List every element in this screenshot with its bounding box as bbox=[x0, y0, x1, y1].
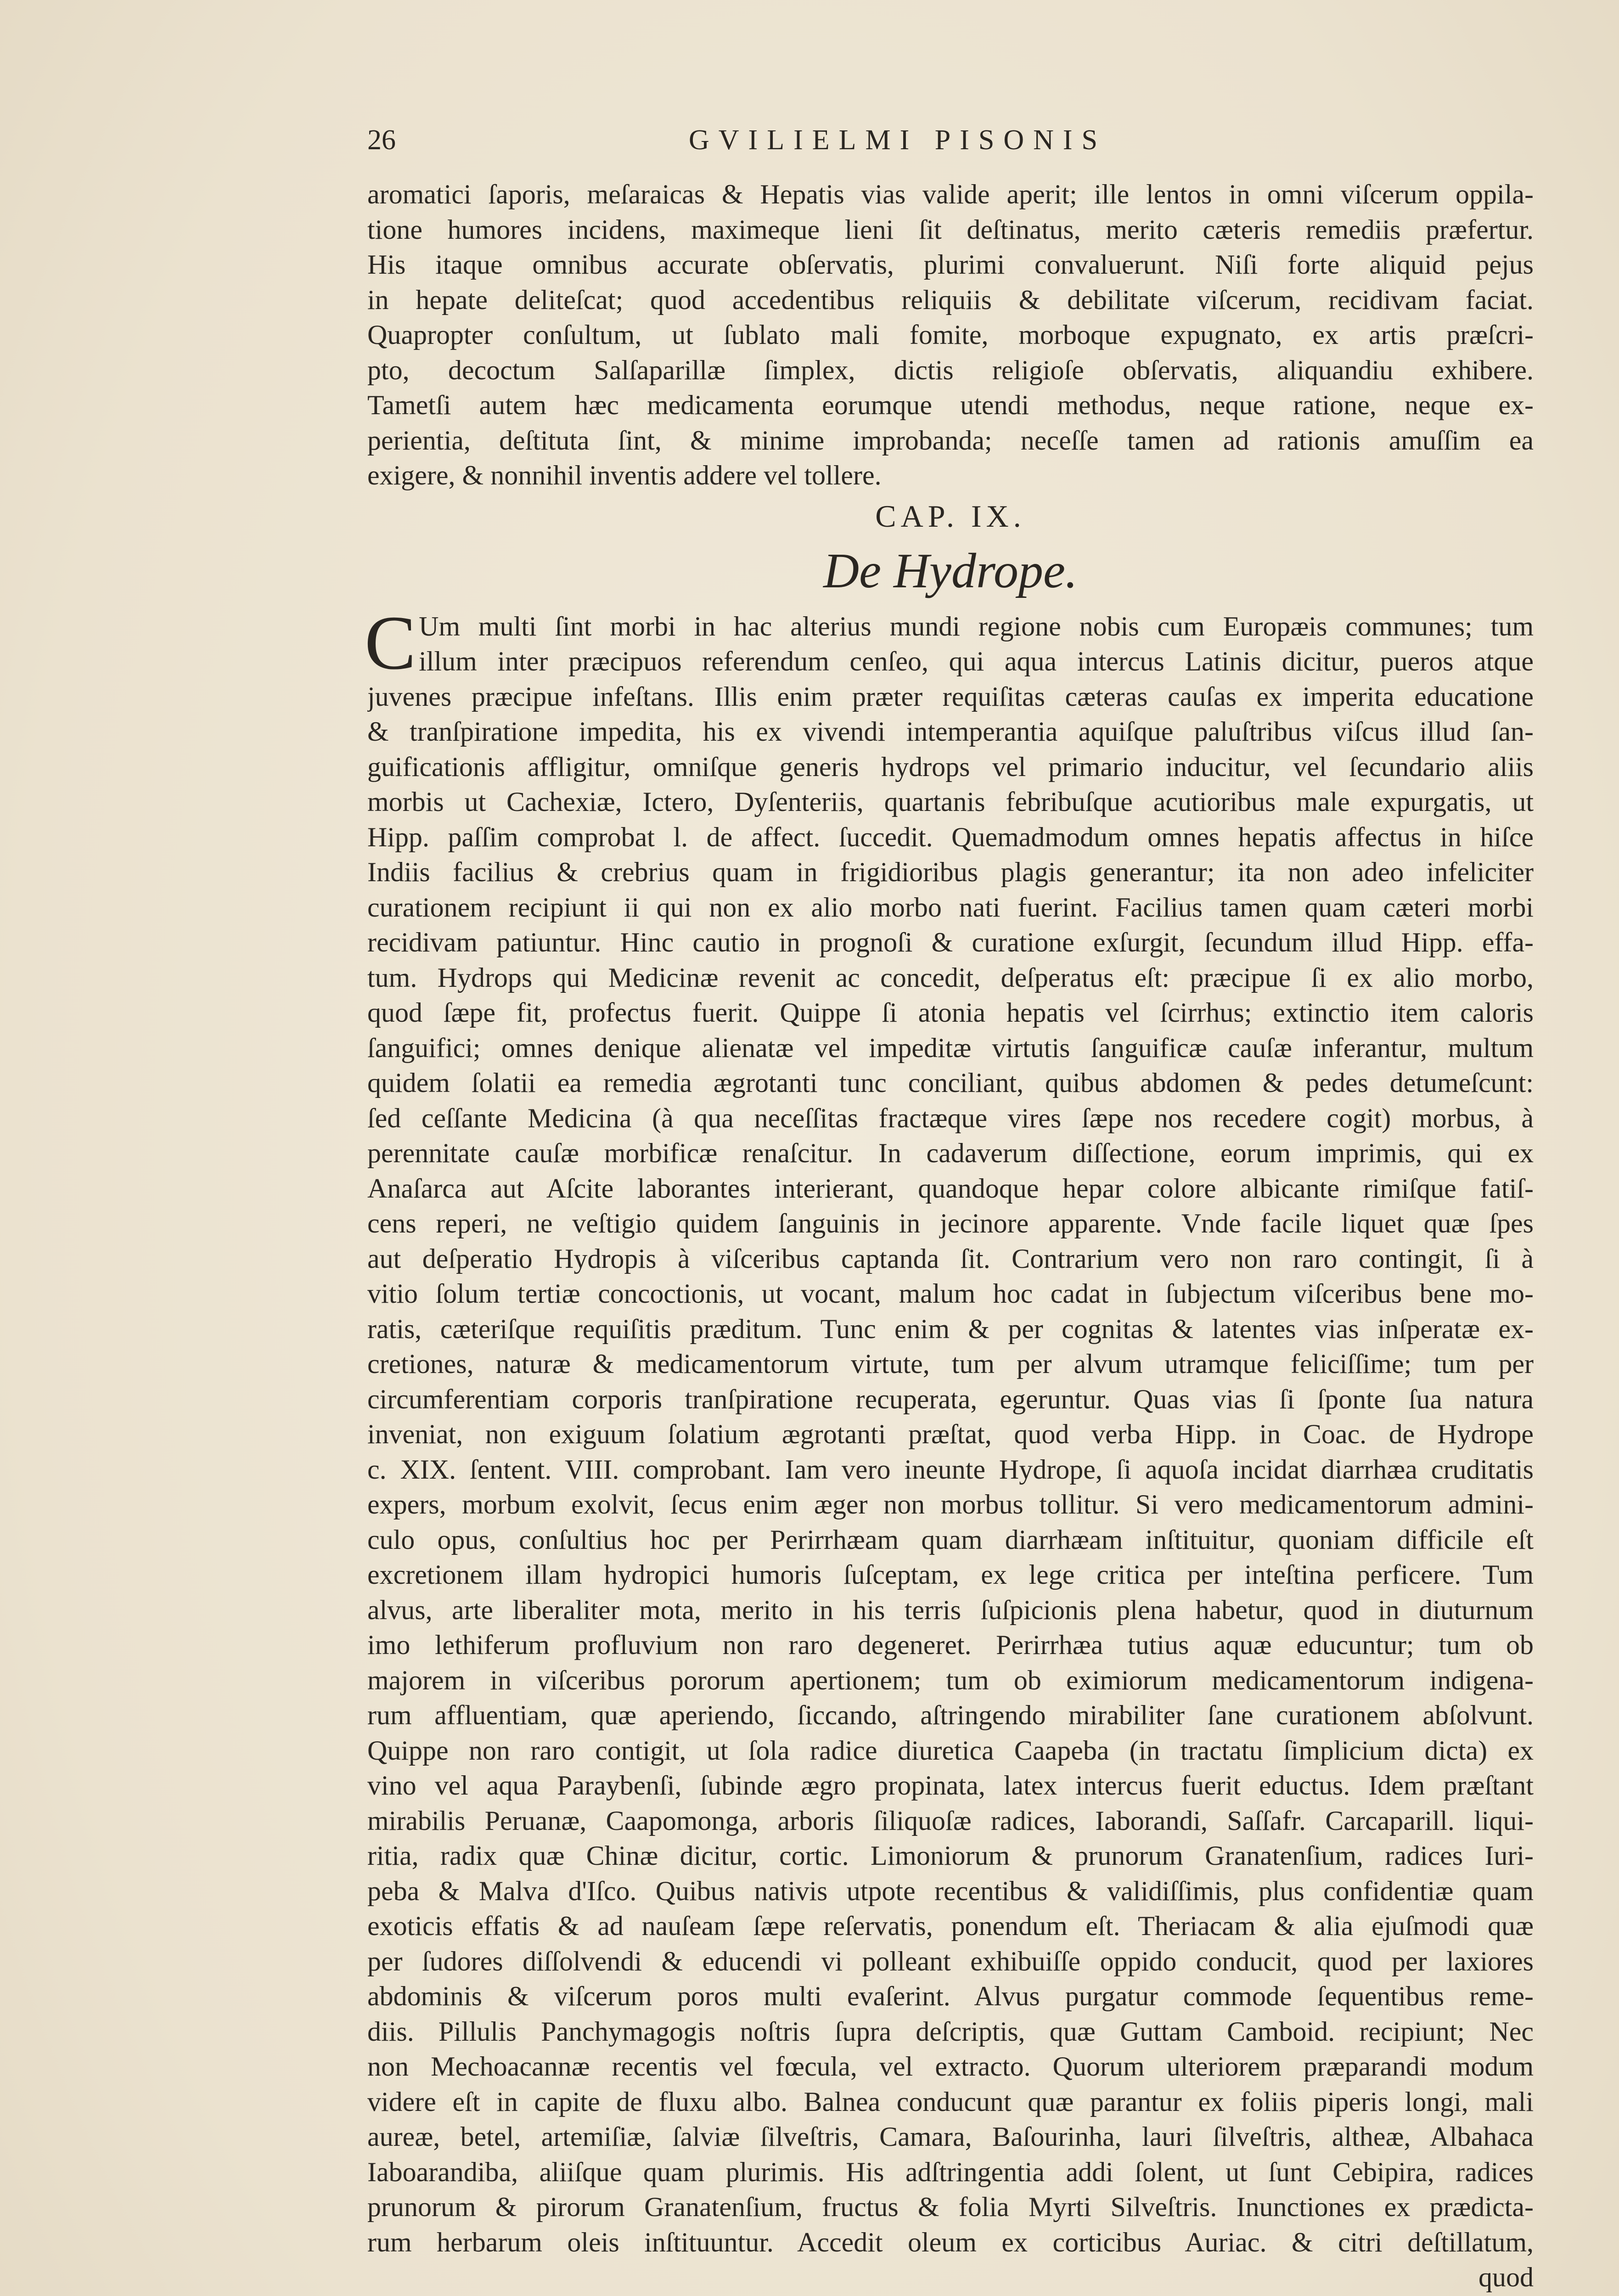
top-paragraph bbox=[367, 177, 1534, 493]
text-line: pto, decoctum Salſaparillæ ſimplex, dictis religioſe obſervatis, aliquandiu exhibere. bbox=[367, 355, 1534, 385]
text-line: Iaboarandiba, aliiſque quam plurimis. His adſtringentia addi ſolent, ut ſunt Cebipira, radices bbox=[367, 2156, 1534, 2187]
text-line: Quapropter conſultum, ut ſublato mali fomite, morboque expugnato, ex artis præſcri- bbox=[367, 320, 1534, 350]
text-line: expers, morbum exolvit, ſecus enim æger non morbus tollitur. Si vero medicamentorum admini- bbox=[367, 1489, 1534, 1519]
text-line: mirabilis Peruanæ, Caapomonga, arboris ſiliquoſæ radices, Iaborandi, Saſſafr. Carcaparill. liqui- bbox=[367, 1805, 1534, 1836]
text-line: prunorum & pirorum Granatenſium, fructus & folia Myrti Silveſtris. Inunctiones ex prædicta- bbox=[367, 2192, 1534, 2222]
text-line: aut deſperatio Hydropis à viſceribus captanda ſit. Contrarium vero non raro contingit, ſi à bbox=[367, 1243, 1534, 1274]
text-line: ſed ceſſante Medicina (à qua neceſſitas fractæque vires ſæpe nos recedere cogit) morbus, à bbox=[367, 1103, 1534, 1133]
text-line: inveniat, non exiguum ſolatium ægrotanti præſtat, quod verba Hipp. in Coac. de Hydrope bbox=[367, 1419, 1534, 1449]
text-line: Anaſarca aut Aſcite laborantes interierant, quandoque hepar colore albicante rimiſque fatiſ- bbox=[367, 1173, 1534, 1204]
text-line: exoticis effatis & ad nauſeam ſæpe reſervatis, ponendum eſt. Theriacam & alia ejuſmodi quæ bbox=[367, 1911, 1534, 1941]
text-line: Quippe non raro contigit, ut ſola radice diuretica Caapeba (in tractatu ſimplicium dicta) ex bbox=[367, 1735, 1534, 1766]
text-line: c. XIX. ſentent. VIII. comprobant. Iam vero ineunte Hydrope, ſi aquoſa incidat diarrhæa cruditatis bbox=[367, 1454, 1534, 1485]
text-line: perennitate cauſæ morbificæ renaſcitur. In cadaverum diſſectione, eorum imprimis, qui ex bbox=[367, 1138, 1534, 1168]
text-line: tione humores incidens, maximeque lieni ſit deſtinatus, merito cæteris remediis præfertur. bbox=[367, 214, 1534, 245]
page-header bbox=[367, 124, 1534, 170]
text-line: vitio ſolum tertiæ concoctionis, ut vocant, malum hoc cadat in ſubjectum viſceribus bene mo- bbox=[367, 1278, 1534, 1309]
text-line: excretionem illam hydropici humoris ſuſceptam, ex lege critica per inteſtina perficere. Tum bbox=[367, 1559, 1534, 1590]
text-line: majorem in viſceribus pororum apertionem; tum ob eximiorum medicamentorum indigena- bbox=[367, 1665, 1534, 1695]
text-line: vino vel aqua Paraybenſi, ſubinde ægro propinata, latex intercus fuerit eductus. Idem præſtant bbox=[367, 1770, 1534, 1801]
text-line: cens reperi, ne veſtigio quidem ſanguinis in jecinore apparente. Vnde facile liquet quæ ſpes bbox=[367, 1208, 1534, 1238]
text-line: non Mechoacannæ recentis vel fœcula, vel extracto. Quorum ulteriorem præparandi modum bbox=[367, 2051, 1534, 2082]
text-line: imo lethiferum profluvium non raro degeneret. Perirrhæa tutius aquæ educuntur; tum ob bbox=[367, 1630, 1534, 1660]
text-line: tum. Hydrops qui Medicinæ revenit ac concedit, deſperatus eſt: præcipue ſi ex alio morbo, bbox=[367, 962, 1534, 993]
text-line: rum affluentiam, quæ aperiendo, ſiccando, aſtringendo mirabiliter ſane curationem abſolvunt. bbox=[367, 1700, 1534, 1730]
text-line: exigere, & nonnihil inventis addere vel tollere. bbox=[367, 460, 882, 490]
text-line: circumferentiam corporis tranſpiratione recuperata, egeruntur. Quas vias ſi ſponte ſua natura bbox=[367, 1384, 1534, 1414]
text-line: per ſudores diſſolvendi & educendi vi polleant exhibuiſſe oppido conducit, quod per laxiores bbox=[367, 1946, 1534, 1976]
text-line: cretiones, naturæ & medicamentorum virtute, tum per alvum utramque feliciſſime; tum per bbox=[367, 1349, 1534, 1379]
text-line: ratis, cæteriſque requiſitis præditum. Tunc enim & per cognitas & latentes vias inſperatæ ex- bbox=[367, 1313, 1534, 1344]
text-line: culo opus, conſultius hoc per Perirrhæam quam diarrhæam inſtituitur, quoniam difficile eſt bbox=[367, 1524, 1534, 1555]
text-line: rum herbarum oleis inſtituuntur. Accedit oleum ex corticibus Auriac. & citri deſtillatum, bbox=[367, 2227, 1534, 2257]
text-line: peba & Malva d'Iſco. Quibus nativis utpote recentibus & validiſſimis, plus confidentiæ quam bbox=[367, 1875, 1534, 1906]
text-line: His itaque omnibus accurate obſervatis, plurimi convaluerunt. Niſi forte aliquid pejus bbox=[367, 249, 1534, 280]
chapter-body bbox=[365, 600, 1534, 2295]
text-line: abdominis & viſcerum poros multi evaſerint. Alvus purgatur commode ſequentibus reme- bbox=[367, 1981, 1534, 2011]
text-line: quidem ſolatii ea remedia ægrotanti tunc conciliant, quibus abdomen & pedes detumeſcunt: bbox=[367, 1068, 1534, 1098]
text-line: recidivam patiuntur. Hinc cautio in prognoſi & curatione exſurgit, ſecundum illud Hipp. effa- bbox=[367, 927, 1534, 957]
text-line: ſanguifici; omnes denique alienatæ vel impeditæ virtutis ſanguificæ cauſæ inferantur, multum bbox=[367, 1032, 1534, 1063]
chapter-number: CAP. IX. bbox=[875, 498, 1026, 534]
chapter-title: De Hydrope. bbox=[823, 543, 1078, 598]
text-line: quod ſæpe fit, profectus fuerit. Quippe ſi atonia hepatis vel ſcirrhus; extinctio item caloris bbox=[367, 997, 1534, 1028]
text-block bbox=[367, 177, 1534, 2295]
text-line: & tranſpiratione impedita, his ex vivendi intemperantia aquiſque paluſtribus viſcus illud ſan- bbox=[367, 716, 1534, 747]
text-line: alvus, arte liberaliter mota, merito in his terris ſuſpicionis plena habetur, quod in diuturnum bbox=[367, 1594, 1534, 1625]
text-line: Um multi ſint morbi in hac alterius mundi regione nobis cum Europæis communes; tum bbox=[419, 611, 1534, 642]
text-line: morbis ut Cachexiæ, Ictero, Dyſenteriis, quartanis febribuſque acutioribus male expurgatis, ut bbox=[367, 787, 1534, 817]
text-line: Indiis facilius & crebrius quam in frigidioribus plagis generantur; ita non adeo infeliciter bbox=[367, 857, 1534, 887]
text-line: aureæ, betel, artemiſiæ, ſalviæ ſilveſtris, Camara, Baſourinha, lauri ſilveſtris, altheæ, Albahaca bbox=[367, 2122, 1534, 2152]
text-line: diis. Pillulis Panchymagogis noſtris ſupra deſcriptis, quæ Guttam Camboid. recipiunt; Nec bbox=[367, 2016, 1534, 2047]
text-line: juvenes præcipue infeſtans. Illis enim præter requiſitas cæteras cauſas ex imperita educatione bbox=[367, 681, 1534, 712]
text-line: videre eſt in capite de fluxu albo. Balnea conducunt quæ parantur ex foliis piperis longi, mali bbox=[367, 2086, 1534, 2117]
text-line: perientia, deſtituta ſint, & minime improbanda; neceſſe tamen ad rationis amuſſim ea bbox=[367, 425, 1534, 456]
text-line: guificationis affligitur, omniſque generis hydrops vel primario inducitur, vel ſecundario aliis bbox=[367, 751, 1534, 782]
page-number: 26 bbox=[367, 124, 396, 156]
text-line: Tametſi autem hæc medicamenta eorumque utendi methodus, neque ratione, neque ex- bbox=[367, 390, 1534, 420]
text-line: Hipp. paſſim comprobat l. de affect. ſuccedit. Quemadmodum omnes hepatis affectus in hiſce bbox=[367, 822, 1534, 852]
drop-cap: C bbox=[365, 600, 416, 686]
text-line: curationem recipiunt ii qui non ex alio morbo nati fuerint. Facilius tamen quam cæteri morbi bbox=[367, 892, 1534, 923]
running-head: GVILIELMI PISONIS bbox=[689, 124, 1107, 156]
text-line: aromatici ſaporis, meſaraicas & Hepatis vias valide aperit; ille lentos in omni viſcerum oppila- bbox=[367, 179, 1534, 209]
catchword: quod bbox=[1478, 2262, 1534, 2292]
text-line: illum inter præcipuos referendum cenſeo, qui aqua intercus Latinis dicitur, pueros atque bbox=[419, 646, 1534, 676]
text-line: in hepate deliteſcat; quod accedentibus reliquiis & debilitate viſcerum, recidivam faciat. bbox=[367, 284, 1534, 315]
text-line: ritia, radix quæ Chinæ dicitur, cortic. Limoniorum & prunorum Granatenſium, radices Iuri- bbox=[367, 1840, 1534, 1871]
